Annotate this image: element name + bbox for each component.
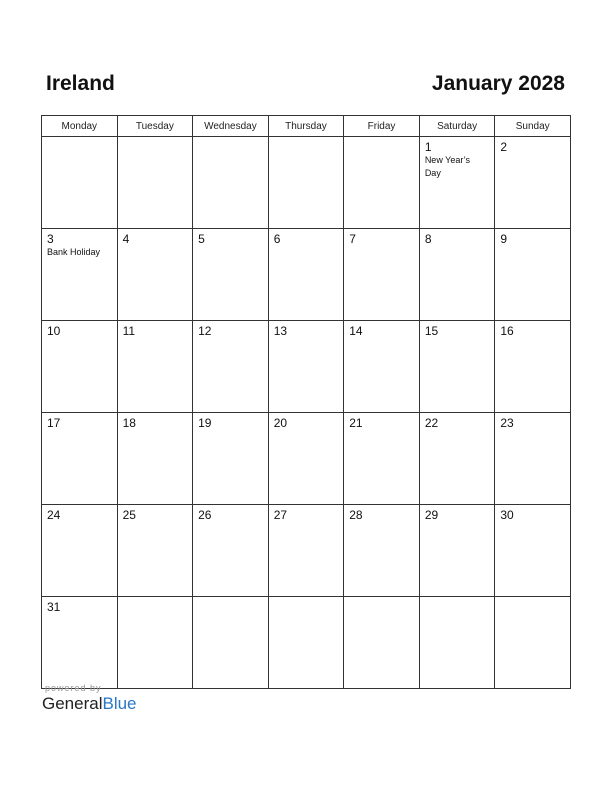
week-row	[42, 413, 571, 505]
day-cell	[344, 137, 420, 229]
day-number: 10	[47, 324, 61, 338]
powered-by-label: powered by	[45, 683, 102, 693]
weekday-friday: Friday	[344, 116, 420, 137]
day-cell	[268, 137, 344, 229]
day-cell	[42, 321, 118, 413]
day-number: 9	[500, 232, 508, 246]
day-cell	[117, 597, 193, 689]
day-cell	[268, 321, 344, 413]
day-cell	[495, 137, 571, 229]
day-number: 28	[349, 508, 363, 522]
day-cell	[344, 505, 420, 597]
brand-blue-text: Blue	[102, 694, 137, 713]
day-cell	[193, 229, 269, 321]
day-cell	[344, 321, 420, 413]
week-row	[42, 321, 571, 413]
week-row	[42, 137, 571, 229]
generalblue-logo[interactable]	[42, 694, 137, 714]
day-number: 30	[500, 508, 514, 522]
day-cell	[42, 505, 118, 597]
day-cell	[419, 597, 495, 689]
day-cell	[268, 597, 344, 689]
day-number: 31	[47, 600, 61, 614]
day-number: 29	[424, 508, 439, 522]
week-row	[42, 505, 571, 597]
day-cell	[495, 413, 571, 505]
day-number: 23	[500, 416, 514, 430]
day-cell	[117, 505, 193, 597]
day-cell	[268, 505, 344, 597]
day-cell	[495, 505, 571, 597]
weekday-header-row	[42, 116, 571, 137]
day-number: 1	[424, 140, 432, 154]
day-cell	[42, 413, 118, 505]
day-cell	[495, 321, 571, 413]
day-cell	[268, 229, 344, 321]
day-cell	[117, 321, 193, 413]
day-cell	[193, 413, 269, 505]
day-number: 12	[198, 324, 212, 338]
day-number: 25	[122, 508, 136, 522]
holiday-label: Bank Holiday	[47, 247, 101, 257]
day-cell	[193, 505, 269, 597]
day-number: 24	[47, 508, 61, 522]
day-cell	[42, 597, 118, 689]
day-number: 16	[500, 324, 514, 338]
day-number: 14	[349, 324, 363, 338]
day-number: 26	[198, 508, 212, 522]
weekday-saturday: Saturday	[419, 116, 495, 137]
brand-general-text: General	[42, 694, 103, 713]
day-cell	[495, 229, 571, 321]
day-cell	[117, 137, 193, 229]
day-number: 6	[273, 232, 281, 246]
day-cell	[419, 321, 495, 413]
day-number: 2	[500, 140, 508, 154]
day-cell	[419, 137, 495, 229]
holiday-label: New Year’s Day	[424, 155, 471, 178]
country-title: Ireland	[46, 72, 115, 95]
day-cell	[193, 137, 269, 229]
day-cell	[117, 413, 193, 505]
day-number: 8	[424, 232, 432, 246]
day-number: 21	[349, 416, 363, 430]
weekday-wednesday: Wednesday	[193, 116, 269, 137]
day-number: 4	[122, 232, 130, 246]
day-number: 20	[273, 416, 288, 430]
weekday-monday: Monday	[42, 116, 118, 137]
month-year-title: January 2028	[431, 72, 565, 95]
week-row	[42, 229, 571, 321]
weekday-tuesday: Tuesday	[117, 116, 193, 137]
day-number: 13	[273, 324, 288, 338]
week-row	[42, 597, 571, 689]
day-number: 5	[198, 232, 205, 246]
day-number: 27	[273, 508, 288, 522]
day-number: 15	[424, 324, 439, 338]
day-cell	[419, 413, 495, 505]
day-number: 7	[349, 232, 356, 246]
day-cell	[117, 229, 193, 321]
day-number: 22	[424, 416, 439, 430]
day-number: 18	[122, 416, 136, 430]
day-cell	[268, 413, 344, 505]
day-number: 19	[198, 416, 212, 430]
day-cell	[42, 137, 118, 229]
calendar-grid	[41, 115, 571, 689]
day-cell	[344, 597, 420, 689]
day-cell	[419, 505, 495, 597]
day-cell	[495, 597, 571, 689]
day-number: 3	[47, 232, 54, 246]
day-cell	[419, 229, 495, 321]
day-number: 11	[122, 324, 136, 338]
day-cell	[42, 229, 118, 321]
day-cell	[193, 321, 269, 413]
weekday-thursday: Thursday	[268, 116, 344, 137]
day-cell	[344, 229, 420, 321]
day-number: 17	[47, 416, 61, 430]
day-cell	[193, 597, 269, 689]
day-cell	[344, 413, 420, 505]
weekday-sunday: Sunday	[495, 116, 571, 137]
